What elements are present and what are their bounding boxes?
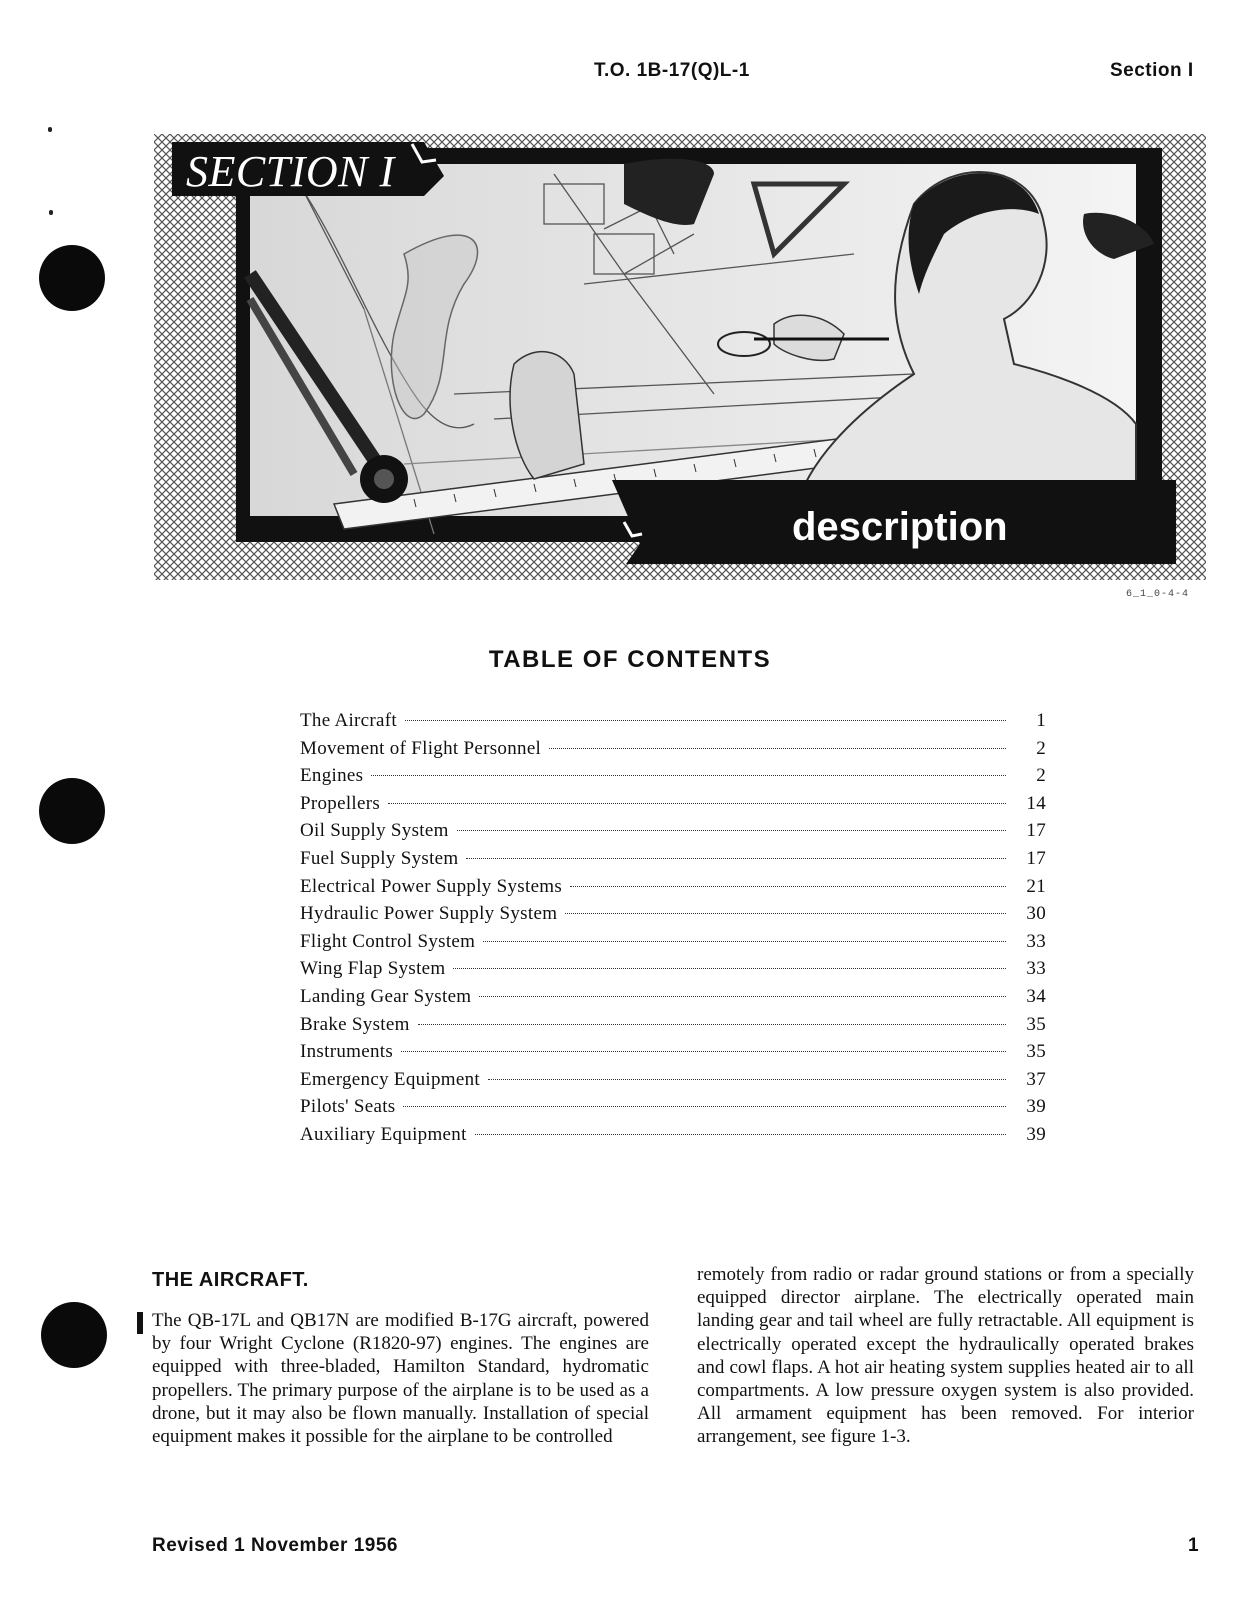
toc-leader <box>488 1079 1006 1080</box>
toc-entry-label: Hydraulic Power Supply System <box>300 903 558 925</box>
toc-leader <box>483 941 1006 942</box>
toc-leader <box>475 1134 1006 1135</box>
toc-entry-page: 35 <box>1026 1041 1046 1063</box>
toc-entry-label: Emergency Equipment <box>300 1068 480 1090</box>
toc-entry-page: 33 <box>1026 930 1046 952</box>
toc-entry-label: Oil Supply System <box>300 820 449 842</box>
toc-entry-label: Electrical Power Supply Systems <box>300 875 563 897</box>
toc-entry-label: Pilots' Seats <box>300 1096 396 1118</box>
toc-entry-label: Brake System <box>300 1013 410 1035</box>
technical-order-number: T.O. 1B-17(Q)L-1 <box>594 60 750 81</box>
toc-entry-label: The Aircraft <box>300 710 397 731</box>
toc-entry-page: 39 <box>1026 1123 1046 1145</box>
toc-leader <box>453 968 1006 969</box>
toc-entry-label: Propellers <box>300 792 381 814</box>
toc-leader <box>457 830 1006 831</box>
toc-entry-page: 30 <box>1026 903 1046 925</box>
toc-entry-page: 35 <box>1026 1013 1046 1035</box>
toc-entry-page: 33 <box>1026 958 1046 980</box>
toc-entry[interactable] <box>300 765 1046 793</box>
toc-entry-page: 17 <box>1026 847 1046 869</box>
toc-entry-page: 37 <box>1026 1068 1046 1090</box>
toc-entry-page: 17 <box>1026 820 1046 842</box>
toc-leader <box>371 775 1006 776</box>
punch-hole-top <box>39 245 105 311</box>
toc-leader <box>405 720 1006 721</box>
toc-entry-page: 14 <box>1026 792 1046 814</box>
toc-leader <box>401 1051 1006 1052</box>
punch-hole-bottom <box>41 1302 107 1368</box>
toc-leader <box>549 748 1006 749</box>
toc-leader <box>565 913 1006 914</box>
section-label: Section I <box>1110 60 1194 81</box>
toc-entry-label: Engines <box>300 765 364 787</box>
toc-entry-label: Instruments <box>300 1041 394 1063</box>
toc-entry[interactable] <box>300 1124 1046 1152</box>
toc-entry[interactable] <box>300 1096 1046 1124</box>
toc-entry[interactable] <box>300 986 1046 1014</box>
toc-entry[interactable] <box>300 848 1046 876</box>
toc-entry[interactable] <box>300 820 1046 848</box>
revision-change-bar <box>137 1312 143 1334</box>
page-number: 1 <box>1188 1535 1200 1556</box>
toc-leader <box>418 1024 1006 1025</box>
scan-speck <box>49 210 53 215</box>
toc-leader <box>479 996 1006 997</box>
toc-entry[interactable] <box>300 738 1046 766</box>
toc-entry[interactable] <box>300 1069 1046 1097</box>
toc-leader <box>388 803 1006 804</box>
toc-entry-label: Auxiliary Equipment <box>300 1123 467 1145</box>
toc-entry-label: Landing Gear System <box>300 985 472 1007</box>
toc-entry[interactable] <box>300 1041 1046 1069</box>
toc-entry[interactable] <box>300 710 1046 738</box>
toc-title: TABLE OF CONTENTS <box>488 646 772 673</box>
toc-leader <box>403 1106 1006 1107</box>
toc-entry[interactable] <box>300 876 1046 904</box>
toc-entry-label: Movement of Flight Personnel <box>300 737 542 759</box>
toc-entry[interactable] <box>300 1014 1046 1042</box>
toc-entry-label: Wing Flap System <box>300 958 446 980</box>
revision-date: Revised 1 November 1956 <box>152 1535 398 1556</box>
body-text-right-column: remotely from radio or radar ground stations or from a specially equipped director airplane. The electrically operated main landing gear and tail wheel are fully retractable. All equipment is electrically operated except the hydraulically operated brakes and cowl flaps. A hot air heating system supplies heated air to all compartments. A low pressure oxygen system is also provided. All armament equipment has been removed. For interior arrangement, see figure 1-3. <box>697 1264 1194 1448</box>
body-text-left-column: The QB-17L and QB17N are modified B-17G aircraft, powered by four Wright Cyclone (R1820-97) engines. The engines are equipped with three-bladed, Hamilton Standard, hydromatic propellers. The primary purpose of the airplane is to be used as a drone, but it may also be flown manually. Installation of special equipment makes it possible for the airplane to be controlled <box>152 1310 649 1448</box>
figure-code: 6_1_0-4-4 <box>1126 589 1190 600</box>
section-heading-the-aircraft: THE AIRCRAFT. <box>152 1269 309 1291</box>
section-subject-title: description <box>792 505 1008 549</box>
scan-speck <box>48 127 52 132</box>
toc-entry[interactable] <box>300 931 1046 959</box>
toc-entry[interactable] <box>300 958 1046 986</box>
toc-entry-page: 2 <box>1036 737 1046 759</box>
toc-entry-label: Flight Control System <box>300 930 476 952</box>
toc-entry-page: 21 <box>1026 875 1046 897</box>
toc-entry[interactable] <box>300 793 1046 821</box>
toc-entry-page: 39 <box>1026 1096 1046 1118</box>
section-banner-illustration <box>154 134 1206 580</box>
toc-leader <box>466 858 1006 859</box>
toc-entry-page: 2 <box>1036 765 1046 787</box>
table-of-contents <box>300 710 1046 1152</box>
punch-hole-middle <box>39 778 105 844</box>
section-title: SECTION I <box>186 147 395 196</box>
toc-entry-label: Fuel Supply System <box>300 847 459 869</box>
toc-entry-page: 34 <box>1026 985 1046 1007</box>
toc-entry[interactable] <box>300 903 1046 931</box>
toc-entry-page: 1 <box>1036 710 1046 731</box>
toc-leader <box>570 886 1006 887</box>
